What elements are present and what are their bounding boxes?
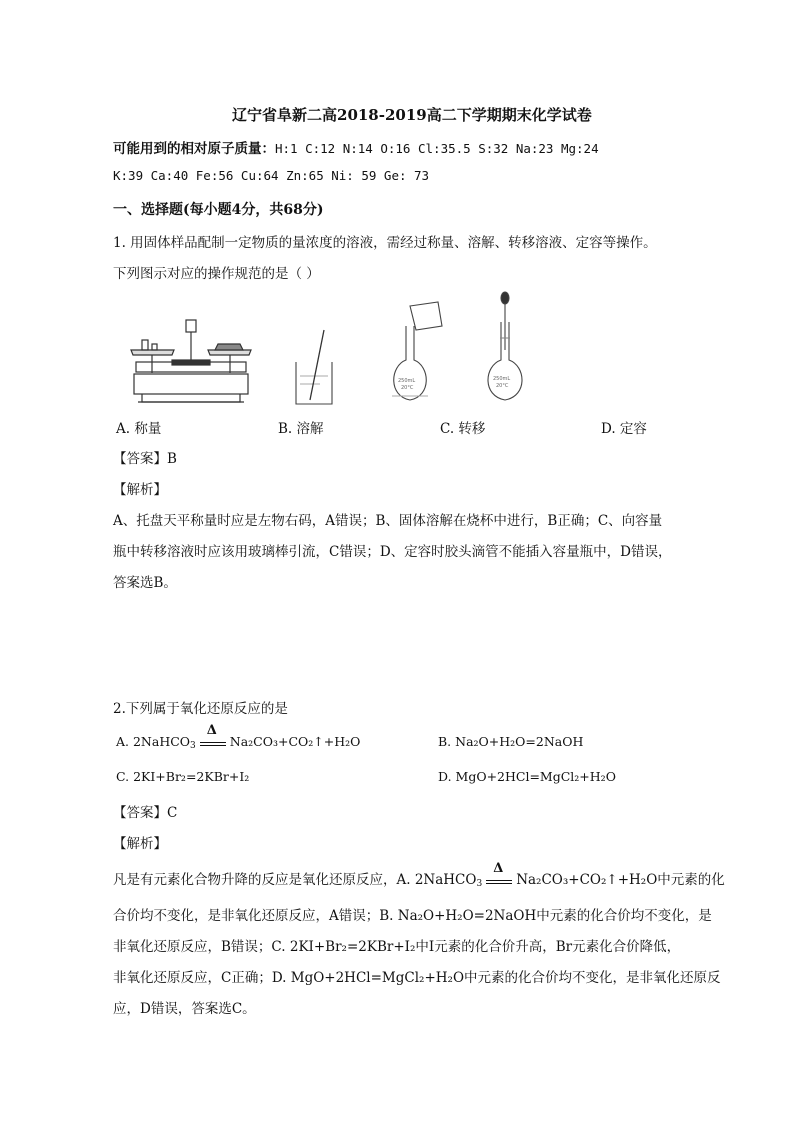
q1-analysis-line: 瓶中转移溶液时应该用玻璃棒引流，C错误；D、定容时胶头滴管不能插入容量瓶中，D错误， [113,544,672,560]
flask-label-temp-d: 20°C [496,383,509,389]
q2-analysis-line: 非氧化还原反应，C正确；D. MgO+2HCl=MgCl₂+H₂O中元素的化合价均不变化，是非氧化还原反 [113,970,721,986]
q1-analysis-line: A、托盘天平称量时应是左物右码，A错误；B、固体溶解在烧杯中进行，B正确；C、向容量 [113,513,663,529]
q1-answer: 【答案】B [113,451,177,467]
q2-stem: 2.下列属于氧化还原反应的是 [113,701,288,717]
page-title: 辽宁省阜新二高2018-2019高二下学期期末化学试卷 [232,106,592,124]
atomic-mass-label: 可能用到的相对原子质量： [113,141,275,157]
q1-option-c: C. 转移 [440,421,486,437]
q2-analysis-label: 【解析】 [113,836,167,852]
atomic-mass-values-2: K:39 Ca:40 Fe:56 Cu:64 Zn:65 Ni: 59 Ge: 73 [113,168,430,183]
q1-analysis-line: 答案选B。 [113,575,177,591]
q2-option-b: B. Na₂O+H₂O=2NaOH [438,734,584,749]
flask-label-volume: 250mL [398,378,416,384]
q2-option-a: A. 2NaHCO$_3$ Δ Na₂CO₃+CO₂↑+H₂O [116,723,361,751]
fill-to-mark-illustration [482,290,532,404]
q2-analysis-line: 凡是有元素化合物升降的反应是氧化还原反应，A. 2NaHCO$_3$ Δ Na₂CO₃+CO₂↑+H₂O中元素的化 [113,861,725,889]
flask-label-volume-d: 250mL [493,376,511,382]
q2-analysis-line: 合价均不变化，是非氧化还原反应，A错误；B. Na₂O+H₂O=2NaOH中元素的化合价均不变化，是 [113,908,712,924]
q2-option-c: C. 2KI+Br₂=2KBr+I₂ [116,769,250,784]
q1-option-a: A. 称量 [116,421,162,437]
beaker-illustration [290,328,340,408]
heat-arrow: Δ [200,734,226,748]
q1-stem-line-1: 1. 用固体样品配制一定物质的量浓度的溶液，需经过称量、溶解、转移溶液、定容等操作。 [113,235,657,251]
balance-illustration [128,318,254,406]
flask-label-temp: 20°C [401,385,414,391]
q2-answer: 【答案】C [113,805,178,821]
atomic-mass-line-1 [113,137,599,157]
q1-stem-line-2: 下列图示对应的操作规范的是（ ） [113,266,320,282]
atomic-mass-values-1: H:1 C:12 N:14 O:16 Cl:35.5 S:32 Na:23 Mg:24 [275,141,599,156]
q1-analysis-label: 【解析】 [113,482,167,498]
q2-analysis-line: 应，D错误，答案选C。 [113,1001,256,1017]
transfer-illustration [386,300,446,404]
q2-analysis-line: 非氧化还原反应，B错误；C. 2KI+Br₂=2KBr+I₂中I元素的化合价升高，Br元素化合价降低， [113,939,681,955]
section-heading: 一、选择题(每小题4分，共68分) [113,202,324,218]
heat-arrow: Δ [486,872,512,886]
q1-option-d: D. 定容 [601,421,647,437]
q1-option-b: B. 溶解 [278,421,324,437]
q2-option-d: D. MgO+2HCl=MgCl₂+H₂O [438,769,616,784]
